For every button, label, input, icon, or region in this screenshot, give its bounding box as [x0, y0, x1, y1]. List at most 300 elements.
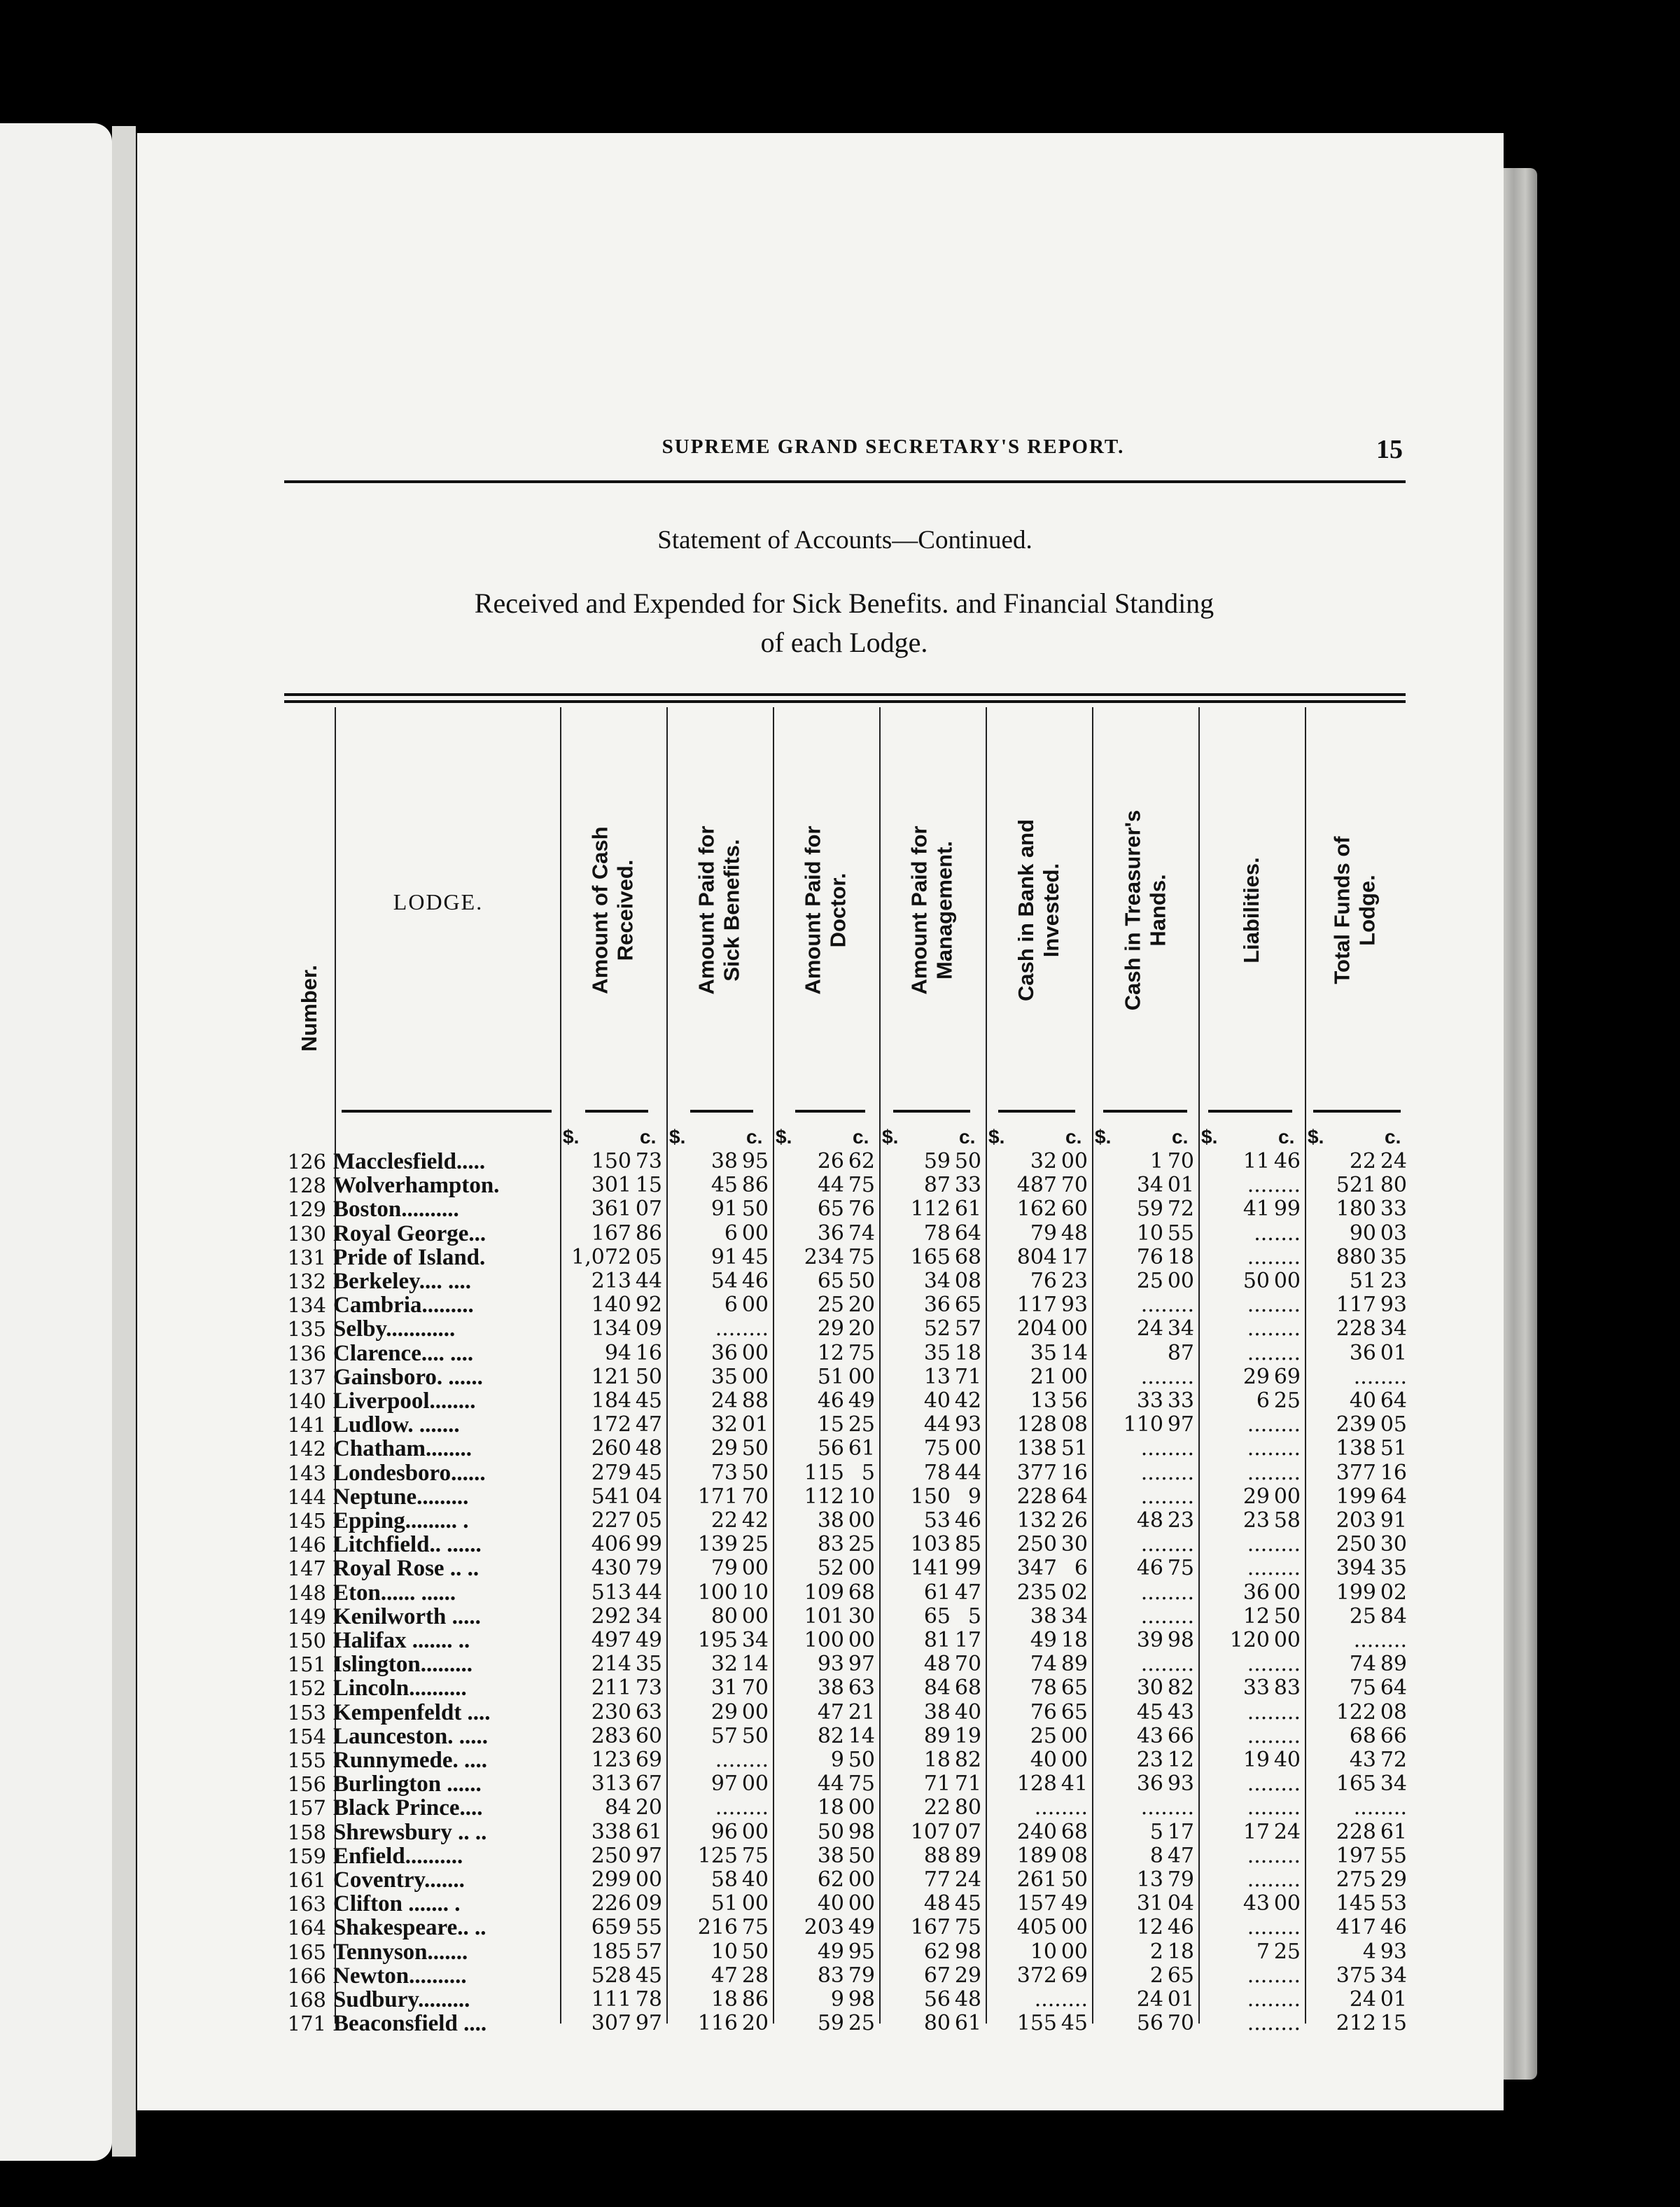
lodge-number: 129 [287, 1197, 326, 1222]
table-row [284, 1868, 1406, 1892]
money-cell: ........ [1353, 1795, 1407, 1820]
money-cell: 24 01 [1136, 1987, 1194, 2012]
money-cell: 32 00 [1030, 1149, 1088, 1174]
money-cell: 79 48 [1030, 1220, 1088, 1246]
money-cell: 96 00 [710, 1819, 769, 1844]
money-cell: 90 03 [1349, 1220, 1407, 1246]
money-cell: 301 15 [591, 1173, 662, 1198]
book-page [137, 133, 1504, 2110]
table-row [284, 1676, 1406, 1700]
lodge-number: 163 [287, 1892, 326, 1916]
money-cell: 52 57 [923, 1316, 981, 1342]
money-cell: 40 00 [1030, 1748, 1088, 1772]
lodge-name: Islington......... [333, 1652, 472, 1677]
table-row [284, 1605, 1406, 1629]
money-cell: 171 70 [697, 1484, 769, 1509]
money-cell: 10 00 [1030, 1939, 1088, 1964]
lodge-number: 168 [287, 1988, 326, 2012]
table-row [284, 1844, 1406, 1868]
money-cell: 109 68 [804, 1580, 875, 1605]
money-cell: 59 72 [1136, 1197, 1194, 1222]
money-cell: 212 15 [1336, 2011, 1407, 2036]
money-cell: 2 18 [1149, 1939, 1194, 1964]
money-cell: 22 42 [710, 1508, 769, 1533]
money-cell: 51 23 [1349, 1269, 1407, 1293]
money-cell: 44 93 [923, 1412, 981, 1437]
table-row [284, 1174, 1406, 1197]
lodge-name: Boston.......... [333, 1197, 459, 1222]
money-cell: 375 34 [1336, 1963, 1407, 1988]
money-cell: 9 98 [830, 1987, 875, 2012]
money-cell: 51 00 [817, 1364, 875, 1389]
money-cell: ........ [1247, 1771, 1301, 1797]
money-cell: 25 00 [1136, 1269, 1194, 1293]
money-cell: 57 50 [710, 1723, 769, 1748]
money-cell: 19 40 [1242, 1748, 1301, 1772]
money-cell: 47 21 [817, 1699, 875, 1725]
money-cell: 65 5 [923, 1603, 981, 1629]
lodge-number: 140 [287, 1389, 326, 1413]
money-cell: 18 00 [817, 1795, 875, 1820]
lodge-name: Chatham........ [333, 1437, 472, 1461]
money-cell: 112 61 [910, 1197, 981, 1222]
money-cell: 94 16 [604, 1340, 662, 1365]
money-cell: 76 65 [1030, 1699, 1088, 1725]
money-cell: 125 75 [697, 1843, 769, 1868]
money-cell: 172 47 [591, 1412, 662, 1437]
money-cell: 43 72 [1349, 1748, 1407, 1772]
lodge-number: 145 [287, 1509, 326, 1533]
money-cell: 58 40 [710, 1867, 769, 1892]
money-cell: 32 01 [710, 1412, 769, 1437]
lodge-number: 126 [287, 1150, 326, 1174]
money-cell: 61 47 [923, 1580, 981, 1605]
money-cell: 430 79 [591, 1556, 662, 1581]
money-cell: 250 30 [1016, 1532, 1088, 1557]
table-row [284, 1342, 1406, 1365]
lodge-name: Sudbury......... [333, 1988, 470, 2012]
money-cell: 261 50 [1016, 1867, 1088, 1892]
money-cell: 36 93 [1136, 1771, 1194, 1797]
table-top-rule [284, 693, 1406, 703]
money-cell: 52 00 [817, 1556, 875, 1581]
lodge-number: 165 [287, 1940, 326, 1964]
money-cell: 89 19 [923, 1723, 981, 1748]
money-cell: 240 68 [1016, 1819, 1088, 1844]
money-cell: 23 58 [1242, 1508, 1301, 1533]
money-cell: 21 00 [1030, 1364, 1088, 1389]
money-cell: 54 46 [710, 1269, 769, 1293]
column-header-liabilities: Liabilities. [1239, 857, 1264, 963]
money-cell: ........ [715, 1316, 769, 1342]
statement-title: Statement of Accounts—Continued. [657, 526, 1032, 555]
money-cell: ........ [1034, 1987, 1088, 2012]
money-cell: 213 44 [591, 1269, 662, 1293]
money-cell: 117 93 [1336, 1293, 1407, 1318]
money-cell: ........ [1140, 1652, 1194, 1677]
money-cell: 10 55 [1136, 1220, 1194, 1246]
money-cell: 204 00 [1016, 1316, 1088, 1342]
lodge-number: 136 [287, 1341, 326, 1365]
money-cell: 91 45 [710, 1244, 769, 1269]
money-cell: 228 34 [1336, 1316, 1407, 1342]
column-header-cash-received: Amount of Cash Received. [588, 826, 638, 994]
table-row [284, 1461, 1406, 1485]
lodge-name: Neptune......... [333, 1484, 469, 1509]
money-cell: 283 60 [591, 1723, 662, 1748]
money-cell: 13 79 [1136, 1867, 1194, 1892]
money-cell: 38 34 [1030, 1603, 1088, 1629]
money-cell: 47 28 [710, 1963, 769, 1988]
money-cell: ........ [1247, 1699, 1301, 1725]
subtitle-line-1: Received and Expended for Sick Benefits. and Financial Standing [474, 587, 1214, 619]
money-cell: 46 75 [1136, 1556, 1194, 1581]
money-cell: 38 95 [710, 1149, 769, 1174]
money-cell: 75 00 [923, 1436, 981, 1461]
lodge-name: Enfield.......... [333, 1844, 463, 1868]
money-cell: 91 50 [710, 1197, 769, 1222]
table-row [284, 1725, 1406, 1748]
lodge-name: Shrewsbury .. .. [333, 1820, 487, 1844]
lodge-number: 158 [287, 1820, 326, 1844]
money-cell: 165 34 [1336, 1771, 1407, 1797]
table-row [284, 1557, 1406, 1580]
money-cell: 44 75 [817, 1173, 875, 1198]
money-cell: 140 92 [591, 1293, 662, 1318]
lodge-number: 135 [287, 1317, 326, 1342]
money-cell: 120 00 [1229, 1628, 1301, 1652]
money-cell: 53 46 [923, 1508, 981, 1533]
col-dash [1313, 1110, 1401, 1113]
money-cell: ........ [1247, 1867, 1301, 1892]
col-dash [1103, 1110, 1187, 1113]
money-cell: 189 08 [1016, 1843, 1088, 1868]
lodge-name: Selby............ [333, 1317, 456, 1342]
money-cell: 199 02 [1336, 1580, 1407, 1605]
money-cell: 29 00 [710, 1699, 769, 1725]
money-cell: 38 40 [923, 1699, 981, 1725]
money-cell: 39 98 [1136, 1628, 1194, 1652]
lodge-number: 141 [287, 1413, 326, 1437]
lodge-number: 171 [287, 2012, 326, 2036]
money-cell: ........ [1140, 1603, 1194, 1629]
money-cell: 211 73 [591, 1676, 662, 1701]
cent-unit: c. [640, 1126, 657, 1148]
money-cell: ........ [1247, 1412, 1301, 1437]
money-cell: 7 25 [1256, 1939, 1301, 1964]
lodge-number: 131 [287, 1245, 326, 1269]
lodge-name: Royal Rose .. .. [333, 1557, 479, 1581]
money-cell: 234 75 [804, 1244, 875, 1269]
table-row [284, 1485, 1406, 1509]
lodge-number: 154 [287, 1724, 326, 1748]
dollar-unit: $. [776, 1126, 792, 1148]
lodge-name: Launceston. ..... [333, 1724, 488, 1748]
money-cell: 121 50 [591, 1364, 662, 1389]
money-cell: 13 71 [923, 1364, 981, 1389]
table-row [284, 1533, 1406, 1557]
lodge-number: 147 [287, 1557, 326, 1581]
lodge-number: 148 [287, 1580, 326, 1605]
cent-unit: c. [1385, 1126, 1401, 1148]
money-cell: 48 70 [923, 1652, 981, 1677]
money-cell: 79 00 [710, 1556, 769, 1581]
table-row [284, 1293, 1406, 1317]
money-cell: 65 50 [817, 1269, 875, 1293]
money-cell: 78 64 [923, 1220, 981, 1246]
money-cell: 313 67 [591, 1771, 662, 1797]
money-cell: 487 70 [1016, 1173, 1088, 1198]
lodge-number: 134 [287, 1293, 326, 1318]
col-dash [690, 1110, 753, 1113]
money-cell: 29 50 [710, 1436, 769, 1461]
lodge-name: Liverpool........ [333, 1389, 476, 1413]
money-cell: 227 05 [591, 1508, 662, 1533]
money-cell: 185 57 [591, 1939, 662, 1964]
lodge-name: Beaconsfield .... [333, 2012, 487, 2036]
lodge-name: Clifton ....... . [333, 1892, 461, 1916]
money-cell: 41 99 [1242, 1197, 1301, 1222]
money-cell: 145 53 [1336, 1891, 1407, 1916]
column-header-doctor: Amount Paid for Doctor. [801, 826, 851, 995]
money-cell: 45 86 [710, 1173, 769, 1198]
money-cell: 111 78 [591, 1987, 662, 2012]
lodge-number: 130 [287, 1221, 326, 1246]
table-row [284, 1820, 1406, 1844]
money-cell: 101 30 [804, 1603, 875, 1629]
column-header-treasurer: Cash in Treasurer's Hands. [1120, 809, 1170, 1011]
table-row [284, 1940, 1406, 1964]
table-row [284, 1197, 1406, 1221]
money-cell: 88 89 [923, 1843, 981, 1868]
money-cell: 34 01 [1136, 1173, 1194, 1198]
money-cell: 62 98 [923, 1939, 981, 1964]
page-number: 15 [1376, 435, 1403, 464]
money-cell: 100 10 [697, 1580, 769, 1605]
money-cell: 18 82 [923, 1748, 981, 1772]
money-cell: 36 74 [817, 1220, 875, 1246]
money-cell: 40 64 [1349, 1388, 1407, 1413]
lodge-number: 159 [287, 1844, 326, 1868]
money-cell: 71 71 [923, 1771, 981, 1797]
money-cell: 68 66 [1349, 1723, 1407, 1748]
money-cell: 112 10 [804, 1484, 875, 1509]
lodge-name: Shakespeare.. .. [333, 1916, 486, 1940]
table-row [284, 2012, 1406, 2035]
money-cell: 150 73 [591, 1149, 662, 1174]
dollar-unit: $. [1095, 1126, 1112, 1148]
money-cell: 74 89 [1349, 1652, 1407, 1677]
lodge-number: 142 [287, 1437, 326, 1461]
money-cell: 406 99 [591, 1532, 662, 1557]
lodge-number: 149 [287, 1604, 326, 1629]
money-cell: 197 55 [1336, 1843, 1407, 1868]
money-cell: 43 66 [1136, 1723, 1194, 1748]
money-cell: 228 61 [1336, 1819, 1407, 1844]
cent-unit: c. [1172, 1126, 1189, 1148]
lodge-number: 143 [287, 1461, 326, 1485]
money-cell: 73 50 [710, 1460, 769, 1485]
money-cell: 150 9 [910, 1484, 981, 1509]
money-cell: 67 29 [923, 1963, 981, 1988]
header-rule [284, 480, 1406, 483]
money-cell: 417 46 [1336, 1915, 1407, 1940]
money-cell: 65 76 [817, 1197, 875, 1222]
money-cell: 51 00 [710, 1891, 769, 1916]
money-cell: 4 93 [1362, 1939, 1407, 1964]
table-row [284, 1317, 1406, 1341]
money-cell: 138 51 [1336, 1436, 1407, 1461]
table-row [284, 1772, 1406, 1796]
page-stack-edge [1498, 168, 1537, 2080]
lodge-name: Ludlow. ....... [333, 1413, 460, 1437]
money-cell: ........ [1247, 1987, 1301, 2012]
money-cell: 46 49 [817, 1388, 875, 1413]
money-cell: ........ [1247, 1556, 1301, 1581]
money-cell: 117 93 [1016, 1293, 1088, 1318]
money-cell: 78 65 [1030, 1676, 1088, 1701]
money-cell: 239 05 [1336, 1412, 1407, 1437]
money-cell: ........ [1140, 1532, 1194, 1557]
lodge-number: 137 [287, 1365, 326, 1389]
money-cell: 32 14 [710, 1652, 769, 1677]
money-cell: 128 41 [1016, 1771, 1088, 1797]
money-cell: 29 20 [817, 1316, 875, 1342]
subtitle [354, 584, 1334, 662]
money-cell: 513 44 [591, 1580, 662, 1605]
lodge-name: Newton.......... [333, 1963, 467, 1988]
money-cell: 59 25 [817, 2011, 875, 2036]
money-cell: 347 6 [1016, 1556, 1088, 1581]
money-cell: 81 17 [923, 1628, 981, 1652]
money-cell: ........ [1353, 1364, 1407, 1389]
money-cell: 307 97 [591, 2011, 662, 2036]
left-page-edge [112, 126, 136, 2157]
table-row [284, 1701, 1406, 1725]
lodge-name: Londesboro...... [333, 1461, 486, 1485]
money-cell: 35 14 [1030, 1340, 1088, 1365]
money-cell: 275 29 [1336, 1867, 1407, 1892]
money-cell: 6 25 [1256, 1388, 1301, 1413]
left-page [0, 123, 112, 2161]
money-cell: ........ [1247, 1723, 1301, 1748]
col-dash [893, 1110, 970, 1113]
money-cell: 214 35 [591, 1652, 662, 1677]
money-cell: 36 00 [710, 1340, 769, 1365]
money-cell: 11 46 [1242, 1149, 1301, 1174]
money-cell: 75 64 [1349, 1676, 1407, 1701]
money-cell: 25 00 [1030, 1723, 1088, 1748]
money-cell: ........ [1247, 1460, 1301, 1485]
cent-unit: c. [1065, 1126, 1082, 1148]
table-row [284, 1581, 1406, 1605]
money-cell: 12 50 [1242, 1603, 1301, 1629]
lodge-number: 153 [287, 1700, 326, 1725]
lodge-number: 128 [287, 1174, 326, 1198]
money-cell: 18 86 [710, 1987, 769, 2012]
money-cell: 167 75 [910, 1915, 981, 1940]
money-cell: 541 04 [591, 1484, 662, 1509]
money-cell: 162 60 [1016, 1197, 1088, 1222]
money-cell: 167 86 [591, 1220, 662, 1246]
money-cell: 6 00 [724, 1220, 769, 1246]
money-cell: ........ [1353, 1628, 1407, 1652]
money-cell: 30 82 [1136, 1676, 1194, 1701]
table-row [284, 1222, 1406, 1246]
money-cell: 123 69 [591, 1748, 662, 1772]
money-cell: ........ [1247, 1293, 1301, 1318]
table-row [284, 1748, 1406, 1772]
money-cell: 74 89 [1030, 1652, 1088, 1677]
money-cell: ........ [1247, 1795, 1301, 1820]
money-cell: 377 16 [1016, 1460, 1088, 1485]
money-cell: 880 35 [1336, 1244, 1407, 1269]
dollar-unit: $. [988, 1126, 1005, 1148]
money-cell: ........ [1247, 1843, 1301, 1868]
money-cell: 48 45 [923, 1891, 981, 1916]
cent-unit: c. [959, 1126, 976, 1148]
money-cell: 49 95 [817, 1939, 875, 1964]
money-cell: 115 5 [804, 1460, 875, 1485]
lodge-name: Eton...... ...... [333, 1580, 456, 1605]
money-cell: 528 45 [591, 1963, 662, 1988]
money-cell: 62 00 [817, 1867, 875, 1892]
table-row [284, 1796, 1406, 1820]
money-cell: 38 63 [817, 1676, 875, 1701]
money-cell: 8 47 [1149, 1843, 1194, 1868]
lodge-number: 156 [287, 1772, 326, 1797]
money-cell: 226 09 [591, 1891, 662, 1916]
table-row [284, 1269, 1406, 1293]
lodge-number: 152 [287, 1676, 326, 1701]
money-cell: 83 25 [817, 1532, 875, 1557]
money-cell: 87 [1167, 1340, 1194, 1365]
column-header-number: Number. [297, 964, 321, 1052]
money-cell: 228 64 [1016, 1484, 1088, 1509]
lodge-name: Burlington ...... [333, 1772, 482, 1797]
cent-unit: c. [1278, 1126, 1295, 1148]
money-cell: 116 20 [697, 2011, 769, 2036]
table-row [284, 1988, 1406, 2012]
cent-unit: c. [853, 1126, 869, 1148]
lodge-name: Epping......... . [333, 1509, 469, 1533]
money-cell: ........ [1247, 1532, 1301, 1557]
money-cell: 203 49 [804, 1915, 875, 1940]
money-cell: 29 69 [1242, 1364, 1301, 1389]
money-cell: 804 17 [1016, 1244, 1088, 1269]
lodge-name: Halifax ....... .. [333, 1629, 470, 1652]
money-cell: 87 33 [923, 1173, 981, 1198]
money-cell: 292 34 [591, 1603, 662, 1629]
table-row [284, 1509, 1406, 1533]
money-cell: 45 43 [1136, 1699, 1194, 1725]
table-row [284, 1389, 1406, 1413]
lodge-name: Cambria......... [333, 1293, 474, 1318]
money-cell: 34 08 [923, 1269, 981, 1293]
money-cell: 394 35 [1336, 1556, 1407, 1581]
money-cell: ....... [1254, 1220, 1301, 1246]
money-cell: 250 97 [591, 1843, 662, 1868]
money-cell: 83 79 [817, 1963, 875, 1988]
money-cell: ........ [1034, 1795, 1088, 1820]
money-cell: 56 70 [1136, 2011, 1194, 2036]
money-cell: ........ [1140, 1436, 1194, 1461]
table-row [284, 1652, 1406, 1676]
col-dash [585, 1110, 648, 1113]
lodge-number: 166 [287, 1963, 326, 1988]
money-cell: ........ [1140, 1364, 1194, 1389]
money-cell: 134 09 [591, 1316, 662, 1342]
